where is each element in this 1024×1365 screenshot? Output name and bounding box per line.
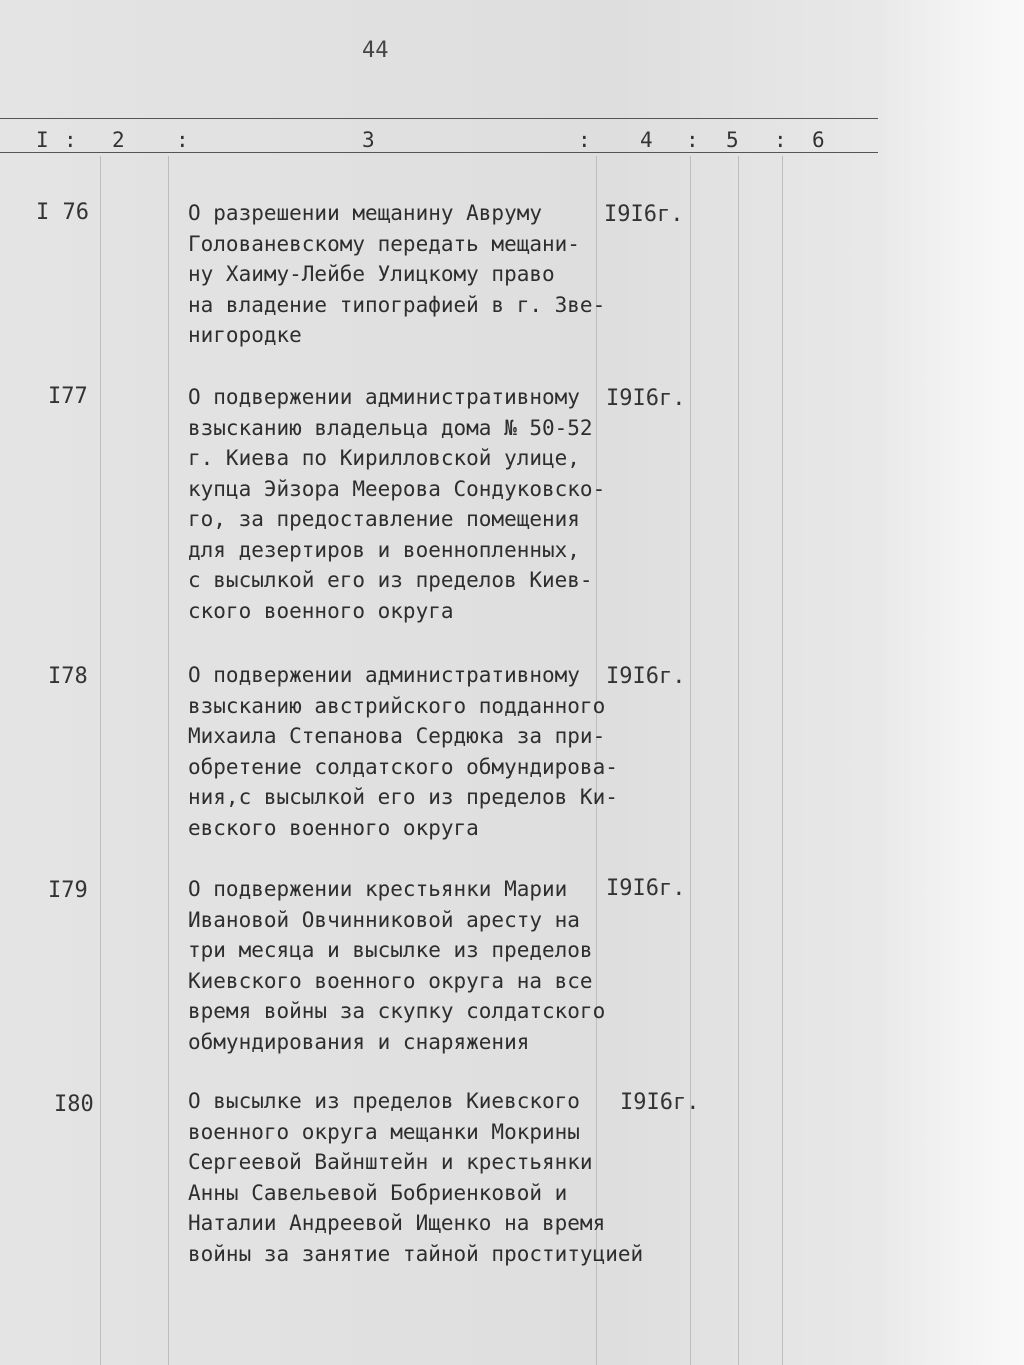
entry-number: I78	[48, 664, 88, 689]
header-col-5: 5	[726, 128, 739, 152]
entry-line: обмундирования и снаряжения	[188, 1029, 530, 1054]
entry-line: Голованевскому передать мещани-	[188, 231, 580, 256]
header-col-6: 6	[812, 128, 825, 152]
entry-line: обретение солдатского обмундирова-	[188, 754, 618, 779]
entry-line: для дезертиров и военнопленных,	[188, 537, 580, 562]
entry-description	[188, 660, 628, 843]
header-col-4: 4	[640, 128, 653, 152]
entry-line: О подвержении административному	[188, 663, 580, 687]
entry-line: на владение типографией в г. Зве-	[188, 292, 606, 317]
entry-number: I77	[48, 384, 88, 409]
entry-number: I79	[48, 878, 88, 903]
entry-line: ского военного округа	[188, 598, 454, 623]
column-divider	[782, 156, 783, 1365]
entry-line: г. Киева по Кирилловской улице,	[188, 446, 580, 470]
entry-line: О высылке из пределов Киевского	[188, 1089, 580, 1113]
header-col-3: 3	[362, 128, 375, 152]
entry-line: О разрешении мещанину Авруму	[188, 201, 543, 225]
entry-line: ния,с высылкой его из пределов Ки-	[188, 785, 618, 809]
entry-line: Наталии Андреевой Ищенко на время	[188, 1211, 606, 1235]
entry-line: взысканию австрийского подданного	[188, 693, 606, 718]
entry-year: I9I6г.	[620, 1090, 700, 1115]
header-col-1: I	[36, 128, 49, 152]
column-divider	[168, 156, 169, 1365]
entry-line: купца Эйзора Меерова Сондуковско-	[188, 476, 606, 501]
header-separator: :	[578, 128, 591, 152]
entry-line: взысканию владельца дома № 50-52	[188, 415, 593, 440]
column-divider	[690, 156, 691, 1365]
entry-line: го, за предоставление помещения	[188, 507, 580, 531]
entry-line: Анны Савельевой Бобриенковой и	[188, 1180, 568, 1205]
entry-description	[188, 1086, 644, 1269]
entry-line: время войны за скупку солдатского	[188, 999, 606, 1023]
entry-year: I9I6г.	[606, 876, 686, 901]
page-edge-shadow	[880, 0, 1024, 1365]
entry-line: О подвержении административному	[188, 385, 580, 409]
entry-year: I9I6г.	[606, 386, 686, 411]
entry-number: I80	[54, 1092, 94, 1117]
entry-line: Михаила Степанова Сердюка за при-	[188, 724, 606, 748]
entry-line: О подвержении крестьянки Марии	[188, 877, 568, 901]
column-divider	[100, 156, 101, 1365]
page-number: 44	[362, 38, 389, 63]
entry-line: три месяца и высылке из пределов	[188, 938, 593, 962]
header-col-2: 2	[112, 128, 125, 152]
entry-year: I9I6г.	[604, 202, 684, 227]
entry-description	[188, 874, 628, 1057]
table-header-rule	[0, 152, 878, 153]
column-divider	[738, 156, 739, 1365]
entry-description	[188, 382, 628, 626]
table-top-rule	[0, 118, 878, 119]
entry-line: войны за занятие тайной проституцией	[188, 1241, 644, 1266]
entry-year: I9I6г.	[606, 664, 686, 689]
entry-line: Киевского военного округа на все	[188, 968, 593, 993]
header-separator: :	[774, 128, 787, 152]
entry-line: военного округа мещанки Мокрины	[188, 1119, 580, 1144]
entry-line: Ивановой Овчинниковой аресту на	[188, 907, 580, 932]
entry-line: с высылкой его из пределов Киев-	[188, 568, 593, 592]
header-separator: :	[64, 128, 77, 152]
entry-line: Сергеевой Вайнштейн и крестьянки	[188, 1150, 593, 1174]
entry-line: евского военного округа	[188, 815, 479, 840]
entry-line: ну Хаиму-Лейбе Улицкому право	[188, 262, 555, 286]
entry-description	[188, 198, 628, 351]
header-separator: :	[686, 128, 699, 152]
header-separator: :	[176, 128, 189, 152]
entry-number: I 76	[36, 200, 89, 225]
entry-line: нигородке	[188, 323, 302, 347]
